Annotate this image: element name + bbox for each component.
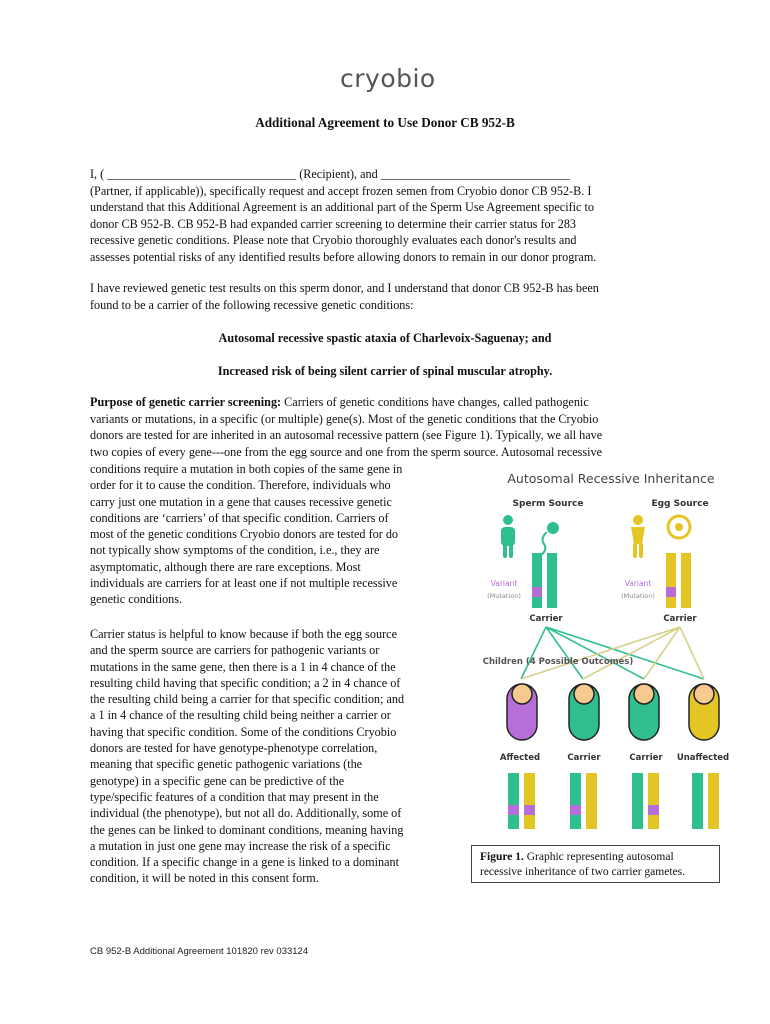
inheritance-figure [476, 466, 746, 841]
status-line: and the sperm source are carriers for pathogenic variants or [90, 643, 380, 658]
purpose-col-line: conditions require a mutation in both copies of the same gene in [90, 462, 403, 476]
child-chromosomes-carrier [632, 773, 659, 829]
review-line: found to be a carrier of the following recessive genetic conditions: [90, 297, 414, 312]
condition-1: Autosomal recessive spastic ataxia of Charlevoix-Saguenay; and [218, 331, 552, 345]
review-paragraph [90, 280, 672, 313]
carrier-label-sperm: Carrier [529, 614, 563, 624]
carrier-status-column [90, 626, 455, 887]
female-person-icon [631, 515, 645, 558]
purpose-line [90, 394, 672, 411]
footer: CB 952-B Additional Agreement 101820 rev 033124 [90, 946, 309, 957]
mutation-label-left: (Mutation) [487, 592, 521, 600]
intro-line: (Partner, if applicable)), specifically request and accept frozen semen from Cryobio donor CB 952-B. I [90, 183, 592, 198]
status-line: a mutation in just one gene may increase the risk of a specific [90, 838, 391, 853]
status-line: resulting child having that specific condition; a 2 in 4 chance of [90, 675, 401, 690]
figure-caption [471, 845, 720, 883]
baby-affected-icon [507, 684, 537, 740]
status-line: Carrier status is helpful to know because if both the egg source [90, 627, 397, 641]
child-chromosomes-affected [508, 773, 535, 829]
baby-unaffected-icon [689, 684, 719, 740]
status-line: condition. If a specific change in a gene is linked to a dominant [90, 855, 399, 870]
child-chromosomes-carrier [570, 773, 597, 829]
status-line: genotype) in a specific gene can be predictive of the [90, 773, 345, 788]
purpose-col-line: individuals are carriers for at least one if not multiple recessive [90, 576, 398, 591]
outcome-unaffected: Unaffected [676, 753, 730, 763]
purpose-line: variants or mutations, in a specific (or multiple) gene(s). Most of the genetic conditions that the Cryobio [90, 411, 599, 426]
purpose-col-line: order for it to cause the condition. Therefore, individuals who [90, 478, 391, 493]
status-line: type/specific features of a condition that may present in the [90, 789, 379, 804]
page-title: Additional Agreement to Use Donor CB 952-B [255, 115, 515, 130]
mutation-label-right: (Mutation) [621, 592, 655, 600]
cryobio-logo: cryobio [340, 64, 436, 93]
variant-label-left: Variant [490, 579, 518, 588]
sperm-source-label: Sperm Source [512, 499, 584, 509]
status-line: donors are tested for have genotype-phenotype correlation, [90, 741, 378, 756]
purpose-col-line: most of the genetic conditions Cryobio donors are tested for do [90, 527, 399, 542]
status-line: mutations in the same gene, then there is a 1 in 4 chance of the [90, 659, 396, 674]
egg-source-label: Egg Source [651, 499, 709, 509]
review-line: I have reviewed genetic test results on this sperm donor, and I understand that donor CB 952-B has been [90, 281, 599, 295]
egg-chromosomes [666, 553, 691, 608]
condition-2: Increased risk of being silent carrier of spinal muscular atrophy. [217, 364, 553, 378]
children-label: Children (4 Possible Outcomes) [482, 657, 634, 667]
purpose-line: two copies of every gene---one from the egg source and one from the sperm source. Autosomal recessive [90, 444, 603, 459]
sperm-chromosomes [532, 553, 557, 608]
sperm-icon [540, 522, 559, 556]
caption-text: Graphic representing autosomal recessive inheritance of two carrier gametes. [480, 851, 685, 878]
figure-title: Autosomal Recessive Inheritance [507, 471, 715, 486]
carrier-label-egg: Carrier [663, 614, 697, 624]
intro-line: understand that this Additional Agreement is an additional part of the Sperm Use Agreement specific to [90, 200, 594, 215]
intro-line: donor CB 952-B. CB 952-B had expanded carrier screening to determine their carrier status for 283 [90, 216, 577, 231]
purpose-heading: Purpose of genetic carrier screening: [90, 395, 282, 409]
caption-label: Figure 1. [480, 851, 524, 863]
baby-carrier-icon [629, 684, 659, 740]
purpose-col-line: not typically show symptoms of the condition, i.e., they are [90, 543, 380, 558]
intro-line: recessive genetic conditions. Please note that Cryobio thoroughly evaluates each donor's results and [90, 233, 577, 248]
purpose-col-line: carry just one mutation in a gene that causes recessive genetic [90, 494, 392, 509]
status-line: individual (the phenotype), but not all do. Additionally, some of [90, 806, 402, 821]
egg-icon [668, 516, 690, 538]
status-line: the resulting child being a carrier for that specific condition; and [90, 692, 405, 707]
status-line: condition, it will be noted in this consent form. [90, 871, 319, 886]
inheritance-lines [521, 627, 704, 679]
status-line: the genes can be linked to dominant conditions, meaning having [90, 822, 404, 837]
status-line: a 1 in 4 chance of the resulting child being neither a carrier or [90, 708, 391, 723]
male-person-icon [501, 515, 515, 558]
status-line: having that specific condition. Some of the conditions Cryobio [90, 724, 397, 739]
intro-line: I, ( _______________________________ (Recipient), and _______________________________ [90, 167, 570, 181]
purpose-text: Carriers of genetic conditions have changes, called pathogenic [281, 395, 589, 409]
purpose-line: donors are tested for are inherited in an autosomal recessive pattern (see Figure 1). Typically, we all have [90, 428, 603, 443]
purpose-col-line: asymptomatic, although there are rare exceptions. Most [90, 559, 361, 574]
intro-paragraph [90, 166, 672, 266]
outcome-affected: Affected [499, 753, 541, 763]
outcome-carrier: Carrier [629, 753, 663, 763]
purpose-col-line: genetic conditions. [90, 592, 183, 607]
purpose-paragraph [90, 394, 672, 460]
variant-label-right: Variant [624, 579, 652, 588]
child-chromosomes-unaffected [692, 773, 719, 829]
purpose-col-line: conditions are ‘carriers’ of that specific condition. Carriers of [90, 510, 389, 525]
outcome-carrier: Carrier [567, 753, 601, 763]
baby-carrier-icon [569, 684, 599, 740]
purpose-column [90, 461, 455, 608]
intro-line: assesses potential risks of any identified results before allowing donors to remain in our donor program. [90, 249, 597, 264]
status-line: meaning that specific genetic pathogenic variations (the [90, 757, 363, 772]
